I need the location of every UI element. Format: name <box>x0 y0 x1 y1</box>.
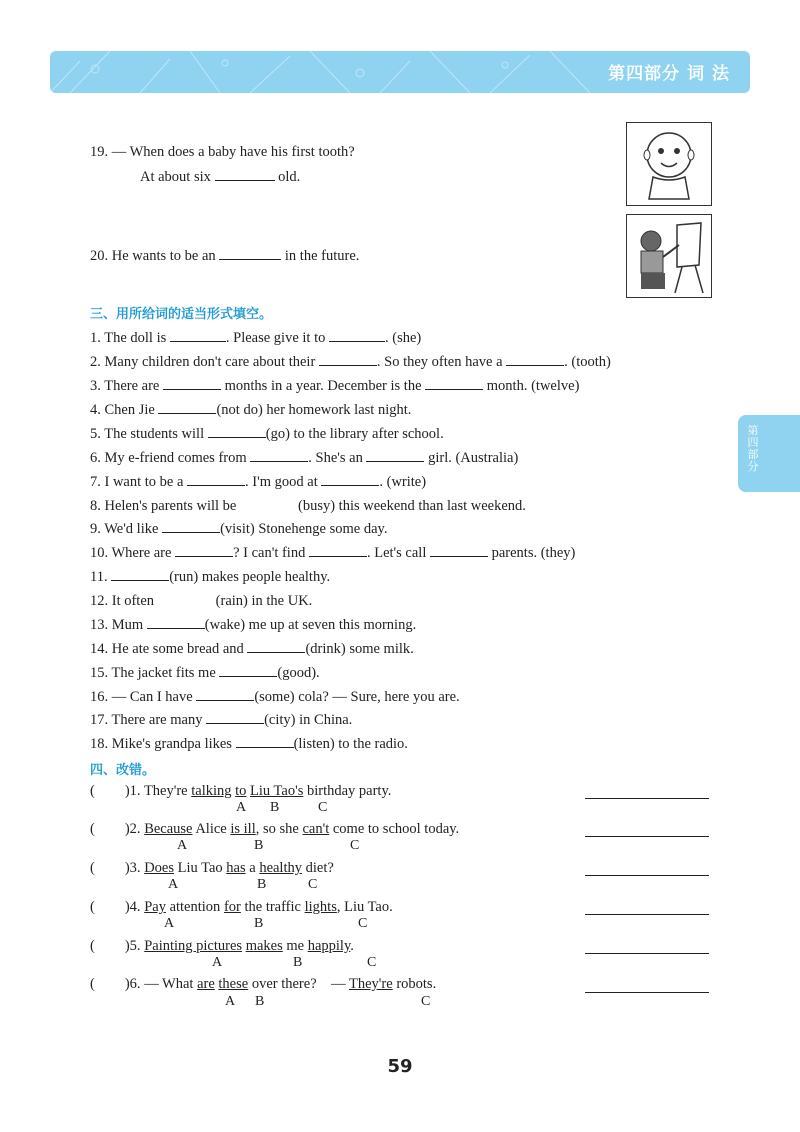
fill-item-6 <box>90 449 518 467</box>
label-a: A <box>212 955 223 970</box>
fill-item-7 <box>90 473 426 491</box>
text: 3. There are <box>90 378 160 394</box>
text: . So they often have a <box>376 354 503 370</box>
fill-item-10 <box>90 544 575 562</box>
fill-item-5 <box>90 425 444 443</box>
answer-line[interactable] <box>585 798 709 799</box>
text: 7. I want to be a <box>90 474 184 490</box>
text: (not do) her homework last night. <box>216 402 412 418</box>
text: parents. (they) <box>491 545 576 561</box>
text: 6. My e-friend comes from <box>90 450 247 466</box>
question-19-answer-line <box>140 168 300 186</box>
fill-item-17 <box>90 711 352 729</box>
fill-item-3 <box>90 377 579 395</box>
answer-blank[interactable] <box>170 329 226 342</box>
option-a: are <box>197 976 215 992</box>
text: 1. The doll is <box>90 330 167 346</box>
answer-blank[interactable] <box>208 425 266 438</box>
label-b: B <box>293 955 303 970</box>
label-c: C <box>358 916 368 931</box>
fill-item-16 <box>90 688 460 706</box>
answer-blank[interactable] <box>196 688 254 701</box>
correction-4 <box>90 898 393 916</box>
correction-5 <box>90 937 354 955</box>
option-a: Does <box>144 860 174 876</box>
answer-blank[interactable] <box>175 544 233 557</box>
q19-pre: At about six <box>140 169 211 185</box>
bracket[interactable]: ( <box>90 899 95 915</box>
answer-blank[interactable] <box>219 664 277 677</box>
answer-blank[interactable] <box>162 520 220 533</box>
label-c: C <box>318 800 328 815</box>
painter-picture <box>626 214 712 298</box>
text: Alice <box>195 821 227 837</box>
label-a: A <box>177 838 188 853</box>
text: 8. Helen's parents will be <box>90 498 237 514</box>
q20-post: in the future. <box>284 248 360 264</box>
q20-pre: 20. He wants to be an <box>90 248 216 264</box>
option-a: Because <box>144 821 193 837</box>
side-tab-label: 第四部分 <box>747 424 759 473</box>
text: 4. Chen Jie <box>90 402 155 418</box>
text: attention <box>169 899 221 915</box>
answer-line[interactable] <box>585 875 709 876</box>
text: months in a year. December is the <box>224 378 422 394</box>
section-title: 第四部分 词 法 <box>608 64 730 84</box>
text: . (write) <box>379 474 427 490</box>
bracket[interactable]: ( <box>90 938 95 954</box>
text: . Let's call <box>366 545 427 561</box>
text: (busy) this weekend than last weekend. <box>298 498 526 514</box>
option-b: to <box>235 783 247 799</box>
answer-blank[interactable] <box>366 449 424 462</box>
text: over there? <box>251 976 317 992</box>
option-b: these <box>218 976 249 992</box>
text: ? I can't find <box>233 545 306 561</box>
section-3-title: 三、用所给词的适当形式填空。 <box>90 307 273 322</box>
label-c: C <box>308 877 318 892</box>
answer-line[interactable] <box>585 914 709 915</box>
text: (listen) to the radio. <box>293 736 408 752</box>
label-b: B <box>254 838 264 853</box>
text: They're <box>143 783 188 799</box>
bracket[interactable]: ( <box>90 860 95 876</box>
text: 9. We'd like <box>90 521 159 537</box>
text: me <box>286 938 305 954</box>
answer-blank[interactable] <box>163 377 221 390</box>
correction-6: ( )6. — What are these over there? — They're robots. <box>90 976 437 992</box>
question-20 <box>90 247 359 265</box>
item-number: )1. <box>124 783 141 799</box>
answer-line[interactable] <box>585 836 709 837</box>
correction-3 <box>90 859 334 877</box>
text: 5. The students will <box>90 426 205 442</box>
text: . (tooth) <box>564 354 611 370</box>
label-c: C <box>421 994 431 1009</box>
text: 13. Mum <box>90 617 144 633</box>
label-c: C <box>367 955 377 970</box>
text: (run) makes people healthy. <box>169 569 331 585</box>
text: (drink) some milk. <box>305 641 414 657</box>
text: the traffic <box>244 899 301 915</box>
text: 14. He ate some bread and <box>90 641 244 657</box>
text: 11. <box>90 569 108 585</box>
text: , Liu Tao. <box>336 899 393 915</box>
option-b: is ill <box>230 821 256 837</box>
bracket[interactable]: ( <box>90 821 95 837</box>
fill-item-1 <box>90 329 421 347</box>
text: (go) to the library after school. <box>265 426 444 442</box>
bracket[interactable]: ( <box>90 783 95 799</box>
label-a: A <box>225 994 236 1009</box>
answer-blank[interactable] <box>219 247 281 260</box>
item-number: )3. <box>124 860 141 876</box>
answer-line[interactable] <box>585 992 709 993</box>
label-a: A <box>164 916 175 931</box>
text: Liu Tao <box>177 860 223 876</box>
text: 2. Many children don't care about their <box>90 354 316 370</box>
answer-blank[interactable] <box>319 353 377 366</box>
label-b: B <box>270 800 280 815</box>
answer-blank[interactable] <box>425 377 483 390</box>
answer-blank[interactable] <box>250 449 308 462</box>
text: 18. Mike's grandpa likes <box>90 736 232 752</box>
text: 16. — Can I have <box>90 689 193 705</box>
item-number: )5. <box>124 938 141 954</box>
fill-item-11 <box>90 568 330 586</box>
text: , so she <box>255 821 299 837</box>
answer-line[interactable] <box>585 953 709 954</box>
option-b: has <box>226 860 246 876</box>
fill-item-18 <box>90 735 408 753</box>
text: . <box>350 938 354 954</box>
fill-item-8 <box>90 497 526 515</box>
answer-blank[interactable] <box>236 735 294 748</box>
answer-blank[interactable] <box>147 616 205 629</box>
fill-item-4 <box>90 401 411 419</box>
label-a: A <box>168 877 179 892</box>
item-number: )2. <box>124 821 141 837</box>
correction-1 <box>90 782 391 800</box>
text: girl. (Australia) <box>428 450 519 466</box>
text: (some) cola? — Sure, here you are. <box>254 689 460 705</box>
option-c: lights <box>304 899 337 915</box>
text: (good). <box>277 665 320 681</box>
answer-blank[interactable] <box>430 544 488 557</box>
text: 15. The jacket fits me <box>90 665 216 681</box>
answer-blank[interactable] <box>206 711 264 724</box>
fill-item-13 <box>90 616 416 634</box>
option-c: They're <box>349 976 393 992</box>
text: 10. Where are <box>90 545 172 561</box>
question-19: 19. — When does a baby have his first tooth? <box>90 144 355 160</box>
text: (rain) in the UK. <box>215 593 313 609</box>
answer-blank[interactable] <box>329 329 385 342</box>
option-c: Liu Tao's <box>250 783 304 799</box>
answer-blank[interactable] <box>506 353 564 366</box>
text: 12. It often <box>90 593 155 609</box>
label-a: A <box>236 800 247 815</box>
fill-item-15 <box>90 664 320 682</box>
item-number: )4. <box>124 899 141 915</box>
fill-item-12 <box>90 592 312 610</box>
text: robots. <box>396 976 437 992</box>
answer-blank[interactable] <box>321 473 379 486</box>
item-number: )6. <box>124 976 141 992</box>
painter-icon <box>627 215 711 297</box>
bracket[interactable]: ( <box>90 976 95 992</box>
page-number: 59 <box>387 1056 413 1077</box>
answer-blank[interactable] <box>111 568 169 581</box>
label-b: B <box>257 877 267 892</box>
baby-icon <box>627 123 711 205</box>
label-b: B <box>254 916 264 931</box>
text: . Please give it to <box>225 330 326 346</box>
fill-item-14 <box>90 640 414 658</box>
text: (wake) me up at seven this morning. <box>204 617 417 633</box>
text: a <box>249 860 256 876</box>
fill-item-2 <box>90 353 611 371</box>
q19-post: old. <box>278 169 301 185</box>
label-b: B <box>255 994 265 1009</box>
option-c: can't <box>302 821 330 837</box>
section-4-title: 四、改错。 <box>90 763 156 778</box>
text: birthday party. <box>306 783 392 799</box>
baby-picture <box>626 122 712 206</box>
answer-blank[interactable] <box>215 168 275 181</box>
text: (city) in China. <box>264 712 353 728</box>
header-banner <box>50 51 750 93</box>
text: . (she) <box>384 330 422 346</box>
label-c: C <box>350 838 360 853</box>
option-a: Painting pictures <box>144 938 243 954</box>
answer-blank[interactable] <box>187 473 245 486</box>
option-b: for <box>223 899 241 915</box>
option-c: happily <box>307 938 351 954</box>
option-a: talking <box>191 783 232 799</box>
text: — What <box>144 976 194 992</box>
text: (visit) Stonehenge some day. <box>220 521 388 537</box>
option-b: makes <box>245 938 283 954</box>
text: . I'm good at <box>245 474 318 490</box>
fill-item-9 <box>90 520 387 538</box>
option-c: healthy <box>259 860 302 876</box>
answer-blank[interactable] <box>247 640 305 653</box>
text: . She's an <box>308 450 363 466</box>
answer-blank[interactable] <box>309 544 367 557</box>
correction-2 <box>90 820 459 838</box>
answer-blank[interactable] <box>158 401 216 414</box>
text: 17. There are many <box>90 712 203 728</box>
text: diet? <box>305 860 334 876</box>
text: month. (twelve) <box>486 378 580 394</box>
option-a: Pay <box>144 899 166 915</box>
text: come to school today. <box>332 821 460 837</box>
